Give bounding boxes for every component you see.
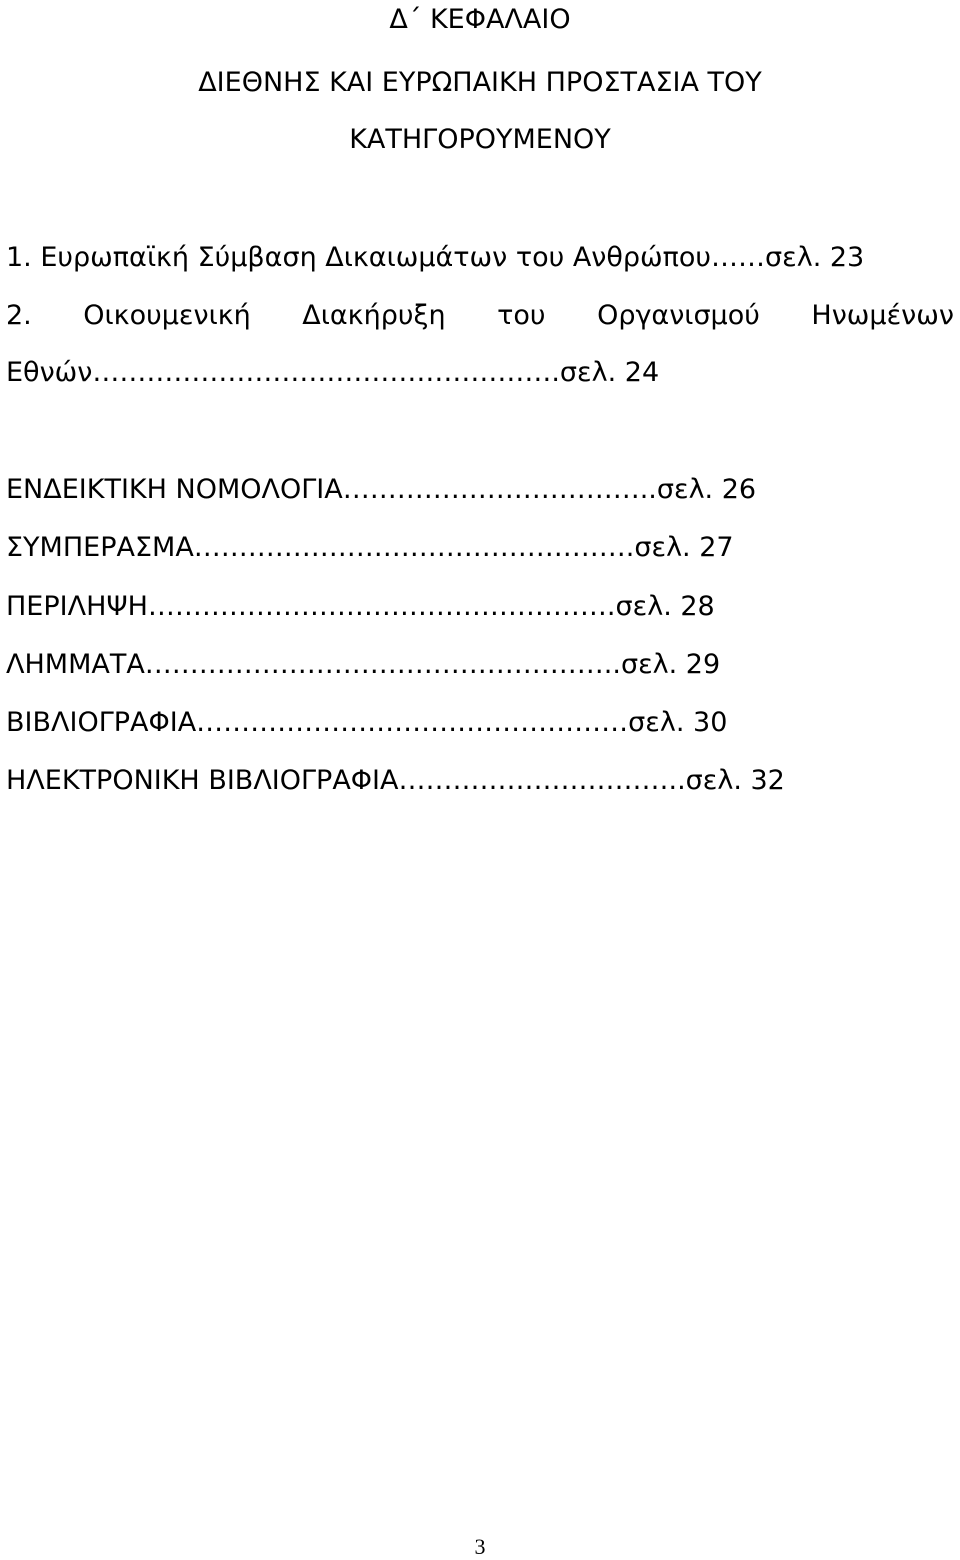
chapter-subtitle-line-2: ΚΑΤΗΓΟΡΟΥΜΕΝΟΥ	[349, 124, 611, 155]
page-number: 3	[474, 1534, 486, 1559]
toc-section-conclusion: ΣΥΜΠΕΡΑΣΜΑ………………………………………….σελ. 27	[6, 532, 734, 563]
toc-entry-2-word: Οργανισμού	[597, 300, 760, 331]
toc-entry-2-line-1	[6, 298, 954, 334]
toc-section-electronic-bibliography: ΗΛΕΚΤΡΟΝΙΚΗ ΒΙΒΛΙΟΓΡΑΦΙΑ…………………………..σελ. 32	[6, 765, 785, 796]
toc-entry-1: 1. Ευρωπαϊκή Σύμβαση Δικαιωμάτων του Ανθρώπου……σελ. 23	[6, 242, 865, 273]
toc-entry-2-word: Ηνωμένων	[811, 300, 954, 331]
toc-entry-2-word: Διακήρυξη	[302, 300, 446, 331]
toc-section-case-law: ΕΝΔΕΙΚΤΙΚΗ ΝΟΜΟΛΟΓΙΑ……………………………..σελ. 26	[6, 474, 757, 505]
toc-section-summary: ΠΕΡΙΛΗΨΗ…………………………………………….σελ. 28	[6, 591, 715, 622]
chapter-subtitle-line-1: ΔΙΕΘΝΗΣ ΚΑΙ ΕΥΡΩΠΑΙΚΗ ΠΡΟΣΤΑΣΙΑ ΤΟΥ	[198, 67, 762, 98]
toc-entry-2-word: 2.	[6, 300, 32, 331]
chapter-title: Δ΄ ΚΕΦΑΛΑΙΟ	[389, 4, 571, 35]
toc-entry-2-word: Οικουμενική	[83, 300, 251, 331]
toc-entry-2-word: του	[497, 300, 546, 331]
toc-entry-2-line-2: Εθνών…………………………………………….σελ. 24	[6, 357, 660, 388]
toc-section-bibliography: ΒΙΒΛΙΟΓΡΑΦΙΑ…………………………………………σελ. 30	[6, 707, 728, 738]
toc-section-keywords: ΛΗΜΜΑΤΑ……………………………………………..σελ. 29	[6, 649, 721, 680]
